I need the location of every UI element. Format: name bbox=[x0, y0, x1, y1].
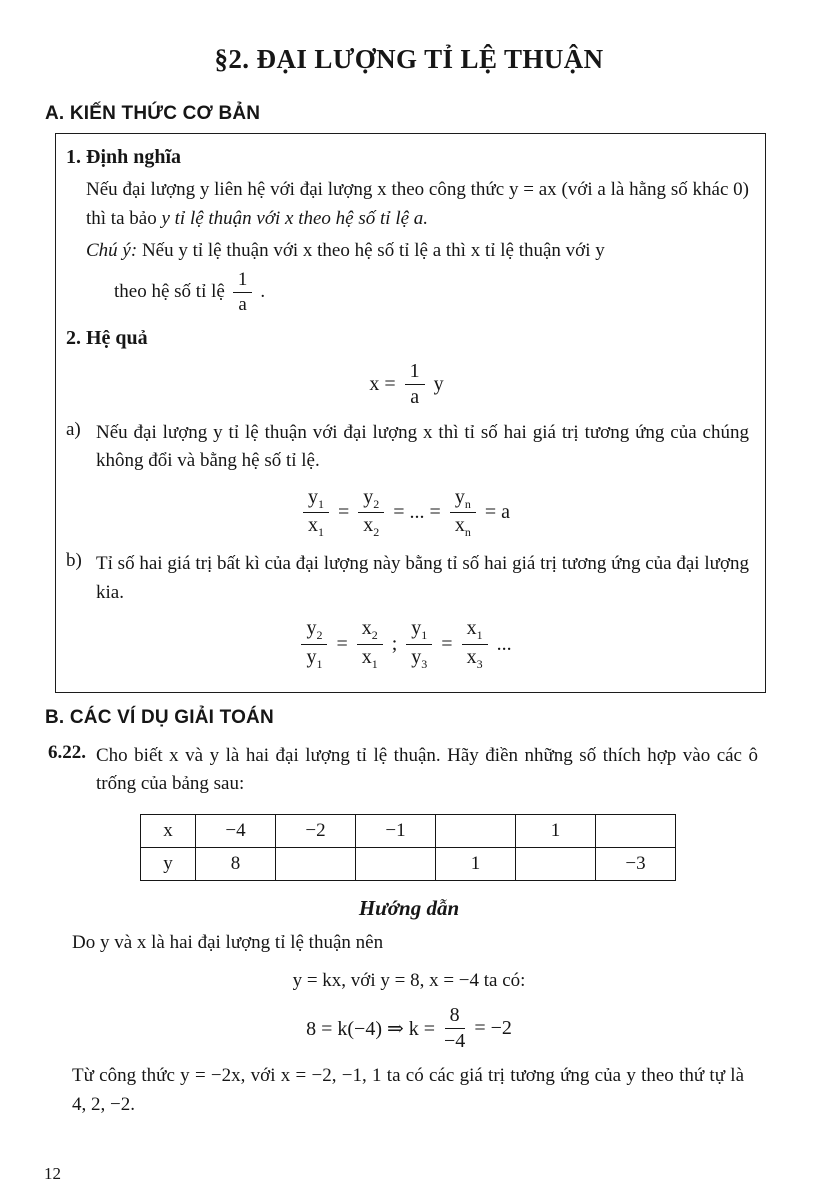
semicolon: ; bbox=[391, 632, 398, 655]
frac-base: x bbox=[454, 514, 465, 537]
solution-line-2: y = kx, với y = 8, x = −4 ta có: bbox=[292, 970, 526, 992]
table-cell bbox=[276, 847, 356, 880]
table-cell: x bbox=[141, 814, 196, 847]
frac-subscript: 1 bbox=[318, 496, 324, 511]
note-continuation bbox=[114, 269, 749, 317]
formula-x-equals bbox=[64, 360, 749, 409]
solution-line-1: Do y và x là hai đại lượng tỉ lệ thuận nên bbox=[72, 931, 384, 953]
fraction-y2-x2 bbox=[358, 486, 384, 541]
table-cell: −1 bbox=[356, 814, 436, 847]
item-b bbox=[66, 550, 749, 607]
ratio-chain-2 bbox=[64, 617, 749, 672]
frac-base: y bbox=[411, 617, 422, 640]
equation-right: = −2 bbox=[474, 1016, 512, 1039]
fraction-denominator bbox=[306, 645, 322, 672]
knowledge-box bbox=[55, 133, 766, 693]
item-b-text: Tỉ số hai giá trị bất kì của đại lượng này bằng tỉ số hai giá trị tương ứng của đại lượng kia. bbox=[96, 553, 749, 603]
fraction-numerator bbox=[450, 486, 476, 514]
equals-sign: = bbox=[336, 632, 348, 655]
fraction-y1-x1 bbox=[303, 486, 329, 541]
definition-paragraph bbox=[86, 176, 749, 233]
note-paragraph bbox=[86, 237, 749, 266]
frac-subscript: 1 bbox=[316, 656, 323, 671]
fraction-numerator bbox=[358, 486, 384, 514]
frac-subscript: n bbox=[464, 496, 471, 511]
page-title: §2. ĐẠI LƯỢNG TỈ LỆ THUẬN bbox=[214, 44, 604, 74]
table-row-x bbox=[141, 814, 676, 847]
problem-text: Cho biết x và y là hai đại lượng tỉ lệ thuận. Hãy điền những số thích hợp vào các ô trống của bảng sau: bbox=[96, 744, 758, 795]
fraction-y1-y3 bbox=[406, 617, 432, 672]
frac-base: y bbox=[454, 485, 465, 508]
fraction-denominator bbox=[467, 645, 483, 672]
ratio-chain-1 bbox=[64, 486, 749, 541]
table-cell bbox=[436, 814, 516, 847]
fraction-numerator: 8 bbox=[445, 1004, 465, 1029]
page-number: 12 bbox=[44, 1164, 61, 1183]
frac-subscript: 3 bbox=[476, 656, 483, 671]
fraction-denominator bbox=[362, 645, 378, 672]
table-cell: 8 bbox=[196, 847, 276, 880]
frac-subscript: 1 bbox=[371, 656, 378, 671]
fraction-x1-x3 bbox=[462, 617, 488, 672]
frac-subscript: 1 bbox=[421, 628, 428, 643]
definition-text-italic: y tỉ lệ thuận với x theo hệ số tỉ lệ a. bbox=[161, 207, 429, 229]
definition-heading: 1. Định nghĩa bbox=[66, 146, 182, 168]
frac-base: x bbox=[466, 645, 477, 668]
fraction-denominator: a bbox=[238, 294, 247, 315]
fraction-numerator bbox=[462, 617, 488, 645]
note-text: Nếu y tỉ lệ thuận với x theo hệ số tỉ lệ a thì x tỉ lệ thuận với y bbox=[141, 240, 605, 261]
fraction-1-over-a bbox=[233, 269, 253, 316]
note-period: . bbox=[260, 281, 266, 303]
fraction-numerator bbox=[303, 486, 329, 514]
table-cell: 1 bbox=[516, 814, 596, 847]
problem-6-22 bbox=[48, 742, 758, 799]
solution-line-3: Từ công thức y = −2x, với x = −2, −1, 1 ta có các giá trị tương ứng của y theo thứ tự là 4, 2, −2. bbox=[72, 1064, 744, 1116]
fraction-denominator bbox=[411, 645, 427, 672]
equals-sign: = bbox=[338, 501, 350, 524]
frac-base: x bbox=[363, 514, 374, 537]
table-cell bbox=[596, 814, 676, 847]
fraction-denominator: a bbox=[410, 385, 420, 408]
table-cell bbox=[516, 847, 596, 880]
frac-base: x bbox=[361, 617, 372, 640]
frac-subscript: 1 bbox=[476, 628, 483, 643]
fraction-denominator bbox=[363, 513, 379, 540]
equation-left: 8 = k(−4) ⇒ k = bbox=[306, 1017, 436, 1040]
frac-base: y bbox=[306, 645, 317, 668]
fraction-denominator: −4 bbox=[444, 1029, 466, 1052]
note-label: Chú ý: bbox=[86, 240, 138, 261]
frac-subscript: 2 bbox=[373, 525, 380, 540]
fraction-numerator bbox=[357, 617, 383, 645]
fraction-1-over-a bbox=[405, 360, 425, 409]
frac-subscript: 1 bbox=[318, 525, 324, 540]
item-a-label: a) bbox=[66, 418, 81, 440]
section-b-heading: B. CÁC VÍ DỤ GIẢI TOÁN bbox=[45, 706, 274, 728]
frac-base: y bbox=[411, 645, 422, 668]
item-a-text: Nếu đại lượng y tỉ lệ thuận với đại lượng x thì tỉ số hai giá trị tương ứng của chúng không đổi và bằng hệ số tỉ lệ. bbox=[96, 421, 749, 471]
ellipsis: ... bbox=[496, 632, 512, 655]
item-b-label: b) bbox=[66, 550, 82, 572]
solution-equation bbox=[0, 1004, 818, 1053]
table-cell: 1 bbox=[436, 847, 516, 880]
frac-subscript: n bbox=[464, 525, 471, 540]
table-cell: −2 bbox=[276, 814, 356, 847]
frac-subscript: 3 bbox=[421, 656, 428, 671]
fraction-denominator bbox=[455, 513, 471, 540]
frac-base: y bbox=[306, 617, 317, 640]
table-cell: y bbox=[141, 847, 196, 880]
definition-text: Nếu đại lượng y liên hệ với đại lượng x theo công thức y = ax (với a là hằng số khác 0) thì ta bảo bbox=[86, 179, 749, 229]
equals-a: = a bbox=[484, 501, 510, 524]
fraction-denominator bbox=[308, 513, 324, 540]
frac-base: y bbox=[363, 485, 374, 508]
ellipsis-equals: = ... = bbox=[393, 501, 441, 524]
fraction-numerator: 1 bbox=[233, 269, 253, 293]
table-cell: −4 bbox=[196, 814, 276, 847]
fraction-y2-y1 bbox=[301, 617, 327, 672]
fraction-x2-x1 bbox=[357, 617, 383, 672]
item-a bbox=[66, 419, 749, 476]
formula-left: x = bbox=[369, 372, 396, 395]
frac-subscript: 2 bbox=[316, 628, 323, 643]
section-a-heading: A. KIẾN THỨC CƠ BẢN bbox=[45, 103, 261, 124]
problem-number: 6.22. bbox=[48, 741, 86, 763]
table-cell: −3 bbox=[596, 847, 676, 880]
frac-subscript: 2 bbox=[371, 628, 378, 643]
frac-base: x bbox=[466, 617, 477, 640]
fraction-numerator bbox=[406, 617, 432, 645]
table-row-y bbox=[141, 847, 676, 880]
fraction-8-over-minus-4 bbox=[444, 1004, 465, 1053]
consequence-heading: 2. Hệ quả bbox=[66, 326, 148, 349]
frac-base: x bbox=[308, 514, 318, 537]
note-cont-text: theo hệ số tỉ lệ bbox=[114, 281, 225, 303]
frac-base: y bbox=[308, 485, 318, 508]
fraction-numerator: 1 bbox=[405, 360, 425, 385]
frac-subscript: 2 bbox=[373, 496, 380, 511]
table-cell bbox=[356, 847, 436, 880]
values-table bbox=[140, 814, 676, 881]
fraction-yn-xn bbox=[450, 486, 476, 541]
solution-heading: Hướng dẫn bbox=[358, 895, 460, 920]
formula-right: y bbox=[433, 372, 444, 395]
frac-base: x bbox=[361, 645, 372, 668]
fraction-numerator bbox=[301, 617, 327, 645]
equals-sign: = bbox=[441, 632, 453, 655]
